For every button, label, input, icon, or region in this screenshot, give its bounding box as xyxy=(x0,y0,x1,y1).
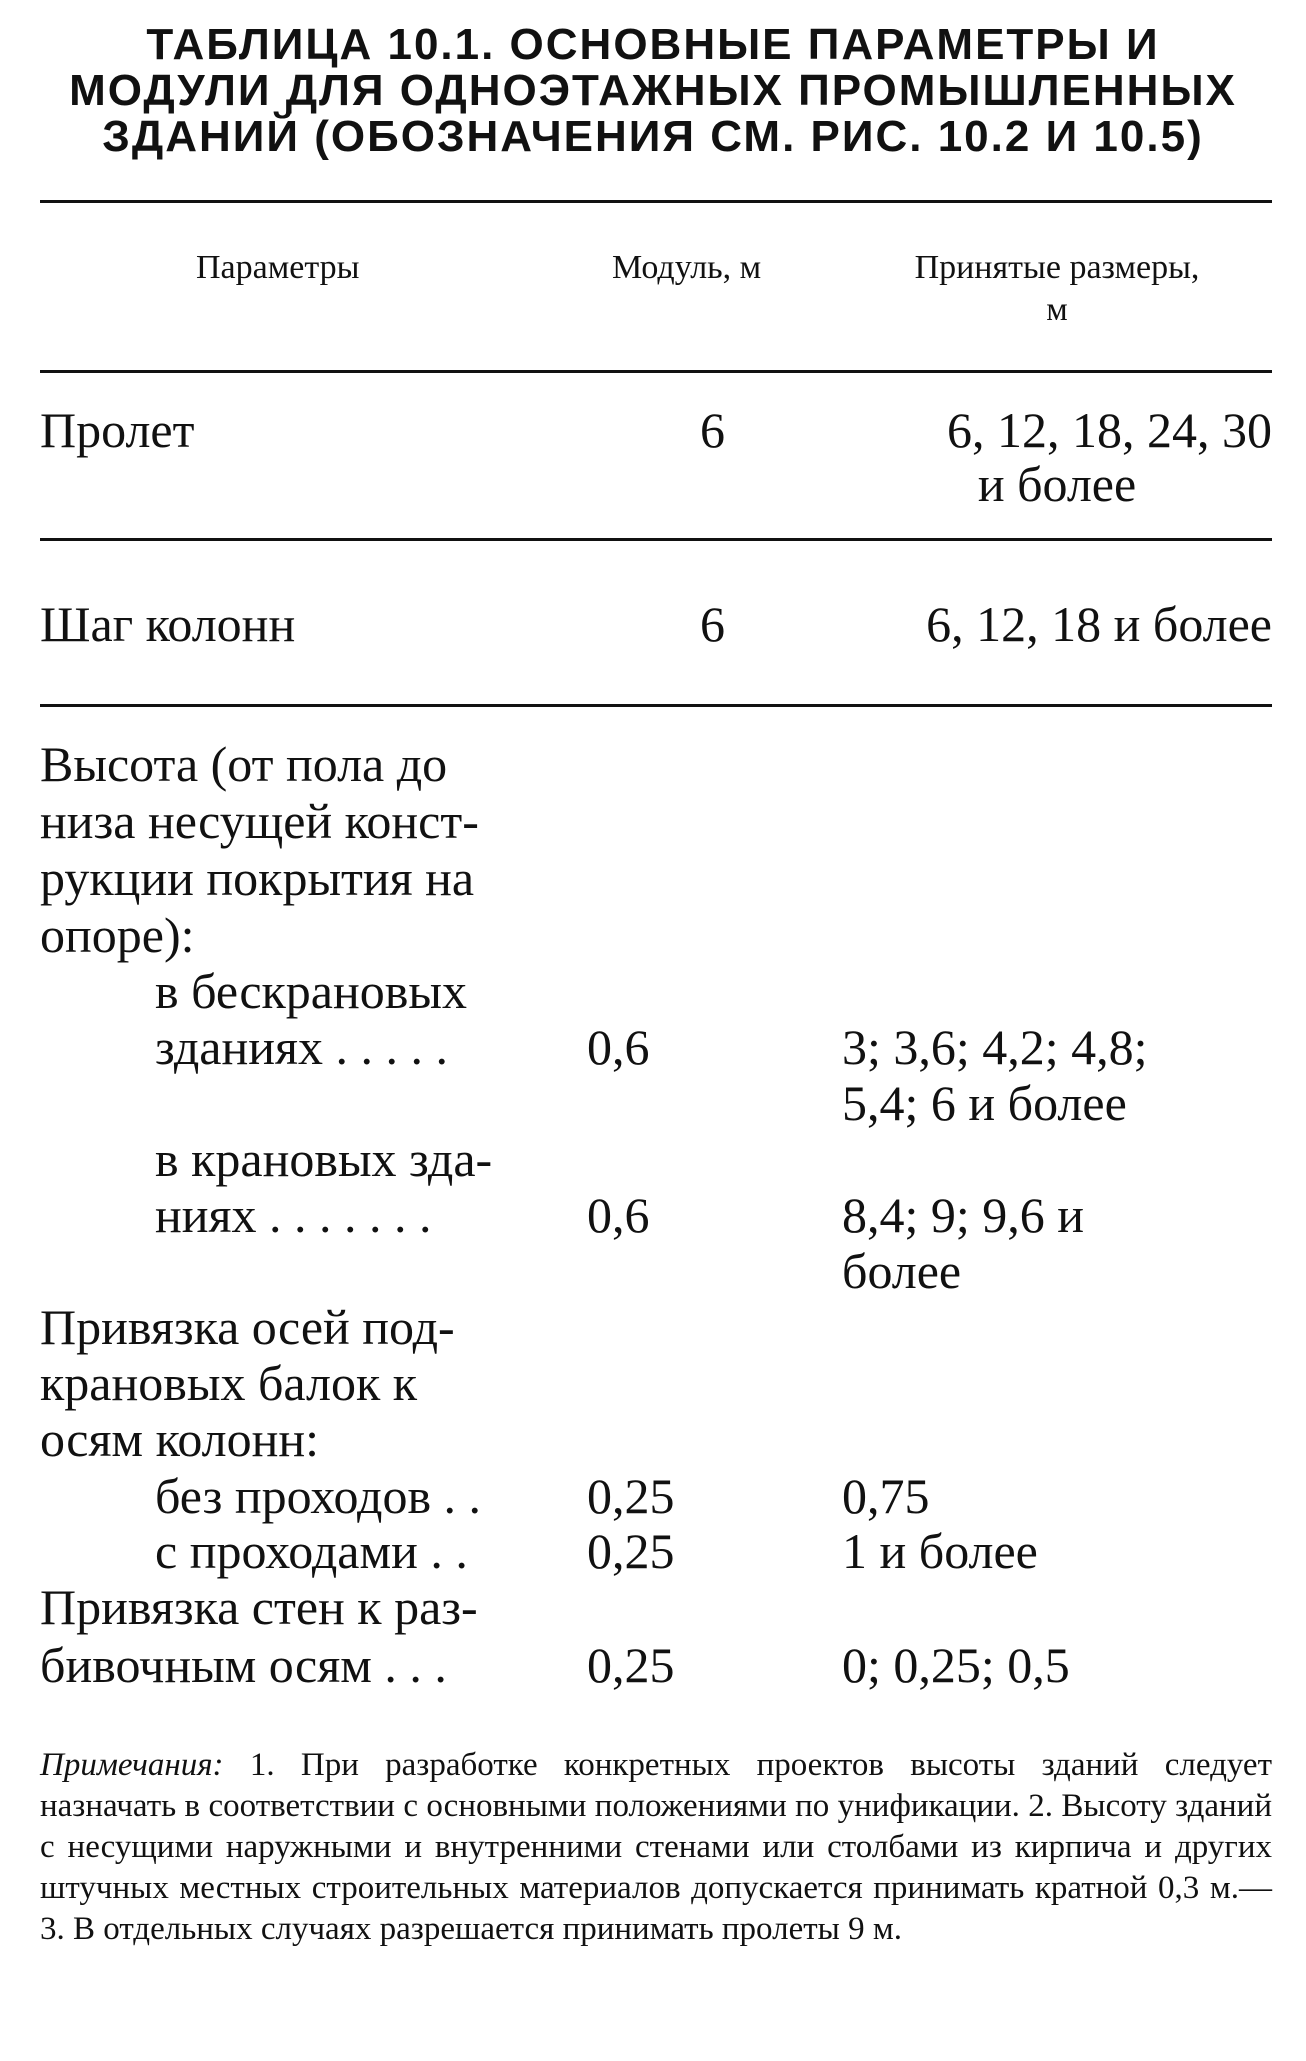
title-line-3: ЗДАНИЙ (ОБОЗНАЧЕНИЯ СМ. РИС. 10.2 И 10.5) xyxy=(102,112,1204,161)
row-column-step-sizes: 6, 12, 18 и более xyxy=(926,596,1272,652)
row-span-label: Пролет xyxy=(40,402,195,458)
row-crane-beams-line-1: Привязка осей под- xyxy=(40,1299,455,1355)
row-span-module: 6 xyxy=(700,402,725,458)
row-craneless-module: 0,6 xyxy=(587,1019,650,1075)
row-span-sizes-2: и более xyxy=(977,456,1137,512)
header-sizes-line2: м xyxy=(1046,291,1068,328)
row-no-passage-module: 0,25 xyxy=(587,1468,675,1524)
row-span-sizes-1: 6, 12, 18, 24, 30 xyxy=(947,402,1272,458)
rule-span xyxy=(40,538,1272,541)
row-crane-line-1: в крановых зда- xyxy=(155,1131,493,1187)
rule-top xyxy=(40,200,1272,203)
row-crane-sizes-2: более xyxy=(842,1243,962,1299)
rule-header xyxy=(40,370,1272,373)
row-craneless-line-2: зданиях . . . . . xyxy=(155,1019,448,1075)
notes-text: 1. При разработке конкретных проектов высоты зданий следует назначать в соответствии с основными положениями по унификации. 2. Высоту зданий с несущими наружными и внутренними стенами или столбами из кирпича и других штучных местных строительных материалов допускается принимать кратной 0,3 м.— 3. В отдельных случаях разрешается принимать пролеты 9 м. xyxy=(40,1747,1272,1947)
row-craneless-line-1: в бескрановых xyxy=(155,963,467,1019)
row-crane-module: 0,6 xyxy=(587,1187,650,1243)
row-crane-line-2: ниях . . . . . . . xyxy=(155,1187,432,1243)
row-crane-sizes-1: 8,4; 9; 9,6 и xyxy=(842,1187,1085,1243)
row-with-passage-label: с проходами . . xyxy=(155,1523,468,1579)
row-column-step-module: 6 xyxy=(700,596,725,652)
title-line-1: ТАБЛИЦА 10.1. ОСНОВНЫЕ ПАРАМЕТРЫ И xyxy=(146,20,1160,69)
row-height-line-4: опоре): xyxy=(40,907,195,963)
row-height-line-2: низа несущей конст- xyxy=(40,793,479,849)
row-walls-module: 0,25 xyxy=(587,1637,675,1693)
row-crane-beams-line-3: осям колонн: xyxy=(40,1411,320,1467)
table-notes xyxy=(40,1745,1272,1950)
row-craneless-sizes-1: 3; 3,6; 4,2; 4,8; xyxy=(842,1019,1148,1075)
rule-column-step xyxy=(40,704,1272,707)
row-crane-beams-line-2: крановых балок к xyxy=(40,1355,418,1411)
row-craneless-sizes-2: 5,4; 6 и более xyxy=(842,1075,1127,1131)
row-height-line-3: рукции покрытия на xyxy=(40,850,475,906)
row-no-passage-label: без проходов . . xyxy=(155,1468,482,1524)
header-module: Модуль, м xyxy=(612,249,762,286)
row-with-passage-module: 0,25 xyxy=(587,1523,675,1579)
row-walls-line-1: Привязка стен к раз- xyxy=(40,1579,478,1635)
header-sizes-line1: Принятые размеры, xyxy=(914,249,1200,286)
row-height-line-1: Высота (от пола до xyxy=(40,736,448,792)
header-parameters: Параметры xyxy=(196,249,360,286)
row-walls-line-2: бивочным осям . . . xyxy=(40,1637,447,1693)
row-column-step-label: Шаг колонн xyxy=(40,596,296,652)
title-line-2: МОДУЛИ ДЛЯ ОДНОЭТАЖНЫХ ПРОМЫШЛЕННЫХ xyxy=(69,66,1237,115)
row-walls-sizes: 0; 0,25; 0,5 xyxy=(842,1637,1070,1693)
table-title xyxy=(30,22,1276,160)
notes-label: Примечания: xyxy=(40,1747,224,1783)
row-no-passage-sizes: 0,75 xyxy=(842,1468,930,1524)
row-with-passage-sizes: 1 и более xyxy=(842,1523,1038,1579)
